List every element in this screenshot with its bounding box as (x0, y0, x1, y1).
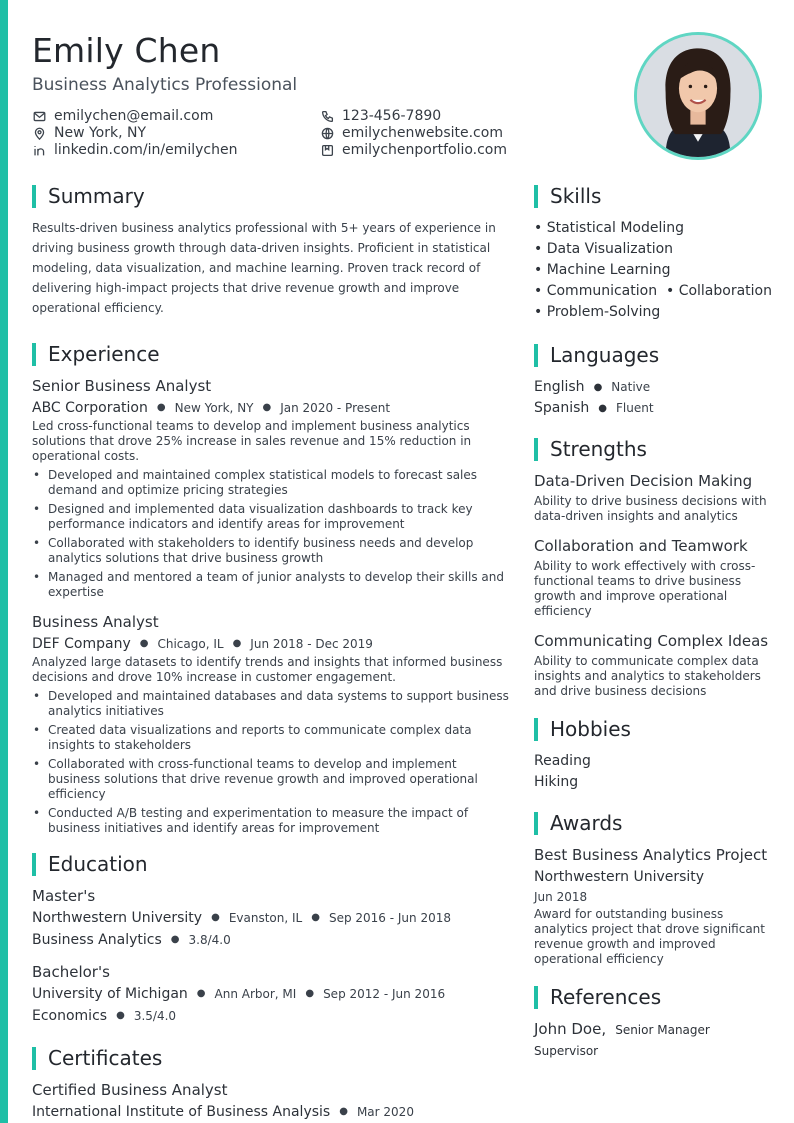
strengths-section (534, 437, 774, 699)
job-entry (32, 612, 512, 836)
job-entry (32, 376, 512, 600)
references-section (534, 985, 774, 1060)
strength-item (534, 536, 774, 619)
list-item: • Designed and implemented data visualization dashboards to track key performance indicators and identify areas for improvement (32, 502, 512, 532)
job-description: Led cross-functional teams to develop and implement business analytics solutions that drove 25% increase in sales revenue and 15% reduction in operational costs. (32, 419, 472, 463)
location-pin-icon (32, 127, 46, 141)
awards-section (534, 811, 774, 967)
contact-website[interactable] (320, 125, 503, 142)
job-title: Business Analyst (32, 613, 159, 631)
award-date: Jun 2018 (534, 890, 588, 904)
strength-item (534, 471, 774, 524)
skills-section (534, 184, 774, 323)
degree: Bachelor's (32, 963, 110, 981)
languages-section (534, 343, 774, 419)
experience-heading: Experience (32, 342, 512, 366)
phone-icon (320, 110, 334, 124)
education-section (32, 852, 512, 1026)
hobbies-section (534, 717, 774, 793)
education-field-row: Business Analytics ● 3.8/4.0 (32, 932, 231, 948)
job-description: Analyzed large datasets to identify trends and insights that informed business decisions and drove 10% increase in customer engagement. (32, 655, 503, 684)
resume-header (32, 30, 632, 96)
award-title: Best Business Analytics Project (534, 846, 768, 864)
school: University of Michigan (32, 986, 188, 1002)
skills-heading: Skills (534, 184, 774, 208)
candidate-title: Business Analytics Professional (32, 75, 298, 95)
certificate-meta: International Institute of Business Analysis ● Mar 2020 (32, 1104, 414, 1120)
right-column (534, 184, 774, 1060)
contact-portfolio[interactable] (320, 142, 507, 159)
strength-title: Collaboration and Teamwork (534, 537, 748, 555)
list-item: • Conducted A/B testing and experimentation to measure the impact of business initiatives and identify areas for improvement (32, 806, 512, 836)
summary-heading: Summary (32, 184, 512, 208)
contact-location (32, 125, 146, 142)
gpa: 3.8/4.0 (188, 933, 231, 947)
job-meta: ABC Corporation ● New York, NY ● Jan 2020 - Present (32, 400, 391, 416)
contact-website-text: emilychenwebsite.com (342, 125, 503, 141)
list-item: • Collaborated with stakeholders to identify business needs and develop analytics solutions that drive business growth (32, 536, 512, 566)
education-field-row: Economics ● 3.5/4.0 (32, 1008, 177, 1024)
skill-item: • Communication • Collaboration (534, 283, 772, 299)
award-desc: Award for outstanding business analytics project that drove significant revenue growth and improved operational efficiency (534, 907, 765, 966)
job-bullets (32, 468, 512, 600)
list-item: • Developed and maintained complex statistical models to forecast sales demand and optimize pricing strategies (32, 468, 512, 498)
strength-desc: Ability to work effectively with cross-functional teams to drive business growth and improve operational efficiency (534, 559, 756, 618)
references-heading: References (534, 985, 774, 1009)
summary-text: Results-driven business analytics professional with 5+ years of experience in driving business growth through data-driven insights. Proficient in statistical modeling, data visualization, and machine learning. Proven track record of delivering high-impact projects that drive revenue growth and improve operational efficiency. (32, 221, 496, 315)
list-item: • Managed and mentored a team of junior analysts to develop their skills and expertise (32, 570, 512, 600)
skill-item: • Machine Learning (534, 262, 671, 278)
degree: Master's (32, 887, 96, 905)
reference-role: Senior Manager (615, 1023, 710, 1037)
list-item: • Developed and maintained databases and data systems to support business analytics initiatives (32, 689, 512, 719)
award-org: Northwestern University (534, 869, 705, 885)
job-bullets (32, 689, 512, 836)
contact-linkedin[interactable] (32, 142, 237, 159)
job-meta: DEF Company ● Chicago, IL ● Jun 2018 - Dec 2019 (32, 636, 373, 652)
candidate-name: Emily Chen (32, 31, 221, 70)
reference-item (534, 1019, 774, 1040)
education-entry (32, 962, 512, 1026)
field-of-study: Business Analytics (32, 932, 162, 948)
contact-portfolio-text: emilychenportfolio.com (342, 142, 508, 158)
hobby-item: Reading (534, 753, 591, 769)
contact-phone[interactable] (320, 108, 441, 125)
school-location: Ann Arbor, MI (214, 987, 297, 1001)
skill-item: • Data Visualization (534, 241, 674, 257)
certificates-heading: Certificates (32, 1046, 512, 1070)
job-title: Senior Business Analyst (32, 377, 212, 395)
strength-title: Data-Driven Decision Making (534, 472, 753, 490)
education-heading: Education (32, 852, 512, 876)
certificate-name: Certified Business Analyst (32, 1081, 228, 1099)
awards-heading: Awards (534, 811, 774, 835)
strength-desc: Ability to communicate complex data insights and analytics to stakeholders and drive business decisions (534, 654, 761, 698)
contact-phone-text: 123-456-7890 (342, 108, 442, 124)
job-location: New York, NY (174, 401, 254, 415)
linkedin-icon (32, 144, 46, 158)
school: Northwestern University (32, 910, 203, 926)
education-meta: University of Michigan ● Ann Arbor, MI ● Sep 2012 - Jun 2016 (32, 986, 446, 1002)
language-item: Spanish ● Fluent (534, 400, 654, 416)
education-entry (32, 886, 512, 950)
profile-photo (634, 32, 762, 160)
job-company: ABC Corporation (32, 400, 148, 416)
hobby-item: Hiking (534, 774, 579, 790)
education-meta: Northwestern University ● Evanston, IL ● Sep 2016 - Jun 2018 (32, 910, 451, 926)
job-company: DEF Company (32, 636, 131, 652)
job-location: Chicago, IL (157, 637, 224, 651)
reference-name: John Doe, (534, 1020, 607, 1038)
languages-heading: Languages (534, 343, 774, 367)
strength-item (534, 631, 774, 699)
contact-location-text: New York, NY (54, 125, 147, 141)
list-item: • Collaborated with cross-functional teams to develop and implement business solutions that drive revenue growth and improved operational efficiency (32, 757, 512, 802)
strengths-heading: Strengths (534, 437, 774, 461)
strength-desc: Ability to drive business decisions with data-driven insights and analytics (534, 494, 767, 523)
education-dates: Sep 2012 - Jun 2016 (323, 987, 446, 1001)
language-item: English ● Native (534, 379, 651, 395)
summary-section (32, 184, 512, 318)
strength-title: Communicating Complex Ideas (534, 632, 769, 650)
skill-item: • Problem-Solving (534, 304, 661, 320)
school-location: Evanston, IL (228, 911, 303, 925)
globe-icon (320, 127, 334, 141)
mail-icon (32, 110, 46, 124)
hobbies-heading: Hobbies (534, 717, 774, 741)
experience-section (32, 342, 512, 836)
accent-bar (0, 0, 8, 1123)
certificate-date: Mar 2020 (356, 1105, 414, 1119)
job-dates: Jan 2020 - Present (280, 401, 391, 415)
certificates-section (32, 1046, 512, 1122)
contact-linkedin-text: linkedin.com/in/emilychen (54, 142, 238, 158)
portfolio-icon (320, 144, 334, 158)
skill-item: • Statistical Modeling (534, 220, 685, 236)
gpa: 3.5/4.0 (133, 1009, 177, 1023)
field-of-study: Economics (32, 1008, 108, 1024)
contact-email[interactable] (32, 108, 213, 125)
education-dates: Sep 2016 - Jun 2018 (328, 911, 451, 925)
reference-relationship: Supervisor (534, 1044, 599, 1058)
contact-email-text: emilychen@email.com (54, 108, 214, 124)
left-column (32, 184, 512, 1122)
certificate-issuer: International Institute of Business Analysis (32, 1104, 331, 1120)
job-dates: Jun 2018 - Dec 2019 (250, 637, 373, 651)
list-item: • Created data visualizations and reports to communicate complex data insights to stakeholders (32, 723, 512, 753)
